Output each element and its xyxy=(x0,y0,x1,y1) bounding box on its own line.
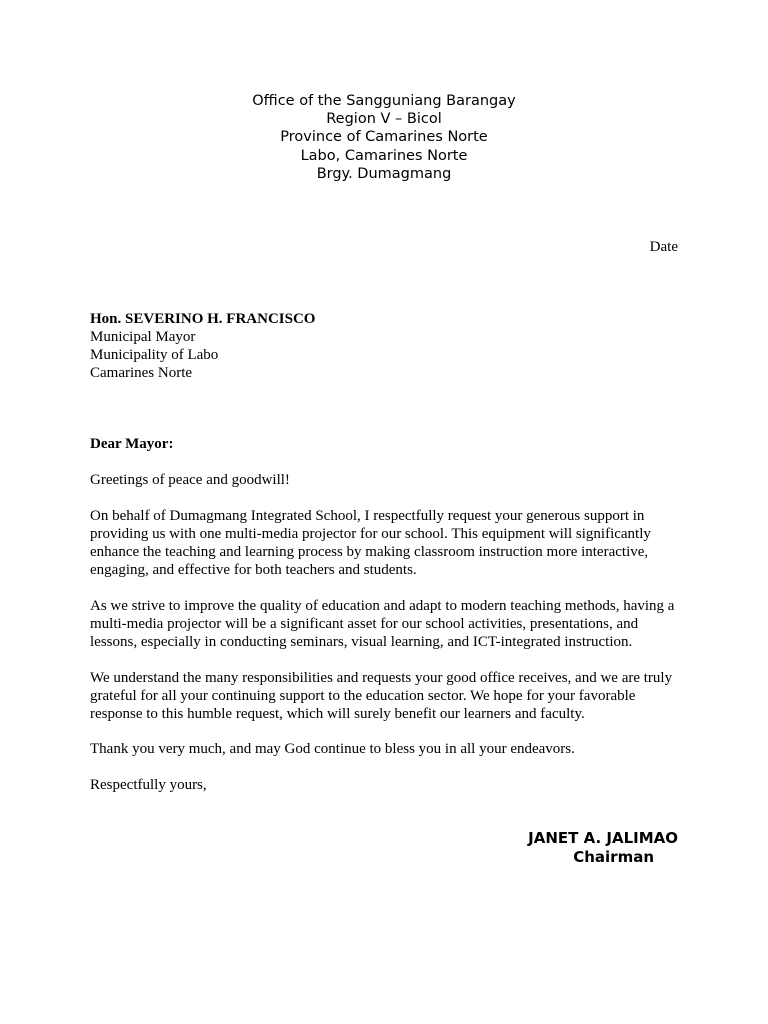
body-paragraph-justification: As we strive to improve the quality of education and adapt to modern teaching methods, having a multi-media projector will be a significant asset for our school activities, presentations, and lessons, especially in conducting seminars, visual learning, and ICT-integrated instruction. xyxy=(90,598,675,650)
recipient-office: Municipality of Labo xyxy=(90,347,219,363)
letterhead-province: Province of Camarines Norte xyxy=(280,129,488,146)
letterhead-office: Office of the Sangguniang Barangay xyxy=(252,93,516,109)
signatory-name: JANET A. JALIMAO xyxy=(528,829,678,847)
recipient-name: Hon. SEVERINO H. FRANCISCO xyxy=(90,311,316,327)
signature-block xyxy=(528,829,678,867)
recipient-block xyxy=(90,310,315,382)
greeting: Greetings of peace and goodwill! xyxy=(90,472,290,488)
body-paragraph-request: On behalf of Dumagmang Integrated School, I respectfully request your generous support in providing us with one multi-media projector for our school. This equipment will significantly enhance the teaching and learning process by making classroom instruction more interactive, engaging, and effective for both teachers and students. xyxy=(90,508,651,578)
body-paragraph-thanks: Thank you very much, and may God continue to bless you in all your endeavors. xyxy=(90,741,575,757)
salutation: Dear Mayor: xyxy=(90,436,174,452)
closing: Respectfully yours, xyxy=(90,777,207,793)
letter-date: Date xyxy=(649,239,678,255)
body-paragraph-gratitude: We understand the many responsibilities and requests your good office receives, and we are truly grateful for all your continuing support to the education sector. We hope for your favorable response to this humble request, which will surely benefit our learners and faculty. xyxy=(90,670,673,722)
recipient-position: Municipal Mayor xyxy=(90,329,196,345)
recipient-province: Camarines Norte xyxy=(90,365,193,381)
letterhead xyxy=(0,92,768,183)
letterhead-municipality: Labo, Camarines Norte xyxy=(300,147,468,164)
letterhead-region: Region V – Bicol xyxy=(326,111,442,128)
signatory-title: Chairman xyxy=(573,848,654,866)
letterhead-barangay: Brgy. Dumagmang xyxy=(316,165,452,182)
